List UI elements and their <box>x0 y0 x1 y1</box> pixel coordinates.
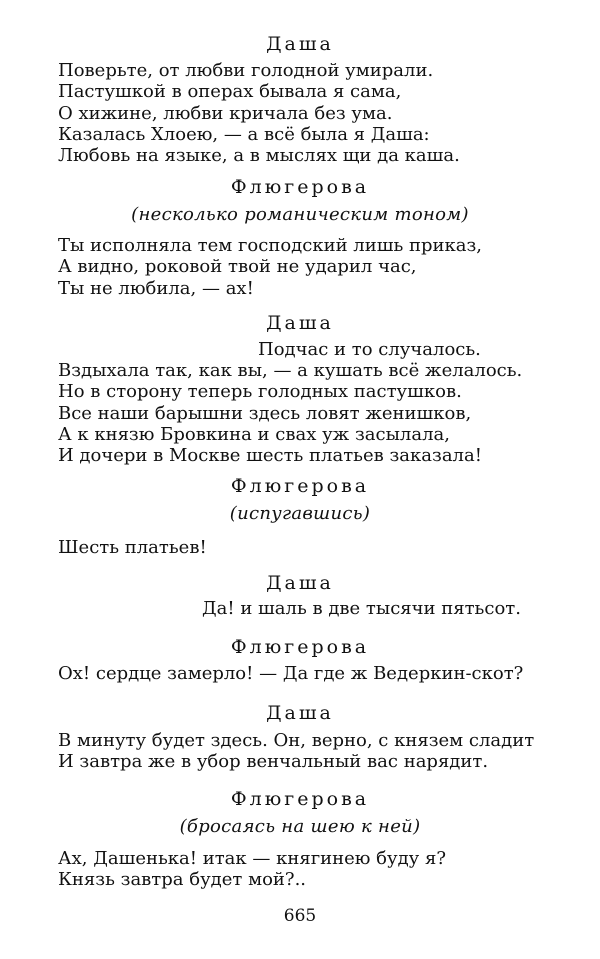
verse-line: Все наши барышни здесь ловят женишков, <box>58 402 472 424</box>
page-number: 665 <box>283 906 317 926</box>
verse-line: Князь завтра будет мой?.. <box>58 869 307 891</box>
verse-line: Но в сторону теперь голодных пастушков. <box>58 381 462 403</box>
verse-line: Поверьте, от любви голодной умирали. <box>58 60 434 81</box>
speaker-name: Флюгерова <box>230 176 370 198</box>
verse-line: Ох! сердце замерло! — Да где ж Ведеркин-скот? <box>58 663 524 684</box>
verse-line: Подчас и то случалось. <box>258 339 481 360</box>
speaker-name: Флюгерова <box>230 475 370 497</box>
verse-line: Шесть платьев! <box>58 537 207 558</box>
speaker-name: Даша <box>266 572 334 594</box>
verse-line: Ты исполняла тем господский лишь приказ, <box>58 235 483 256</box>
verse-line: Ты не любила, — ах! <box>58 277 254 299</box>
verse-line: Казалась Хлоею, — а всё была я Даша: <box>58 123 430 145</box>
stage-direction: (бросаясь на шею к ней) <box>179 816 421 837</box>
speech-block <box>58 848 588 891</box>
speech-block <box>58 360 588 466</box>
speaker-name: Флюгерова <box>230 636 370 658</box>
verse-line: Пастушкой в операх бывала я сама, <box>58 81 402 103</box>
speech-block <box>58 235 588 299</box>
verse-line: Да! и шаль в две тысячи пятьсот. <box>202 598 521 619</box>
stage-direction: (несколько романическим тоном) <box>131 204 469 225</box>
stage-direction: (испугавшись) <box>229 503 371 524</box>
speech-block <box>58 730 588 773</box>
speaker-name: Даша <box>266 312 334 334</box>
verse-line: В минуту будет здесь. Он, верно, с князем сладит <box>58 730 535 751</box>
verse-line: И дочери в Москве шесть платьев заказала! <box>58 445 482 467</box>
speaker-name: Даша <box>266 702 334 724</box>
verse-line: Вздыхала так, как вы, — а кушать всё желалось. <box>58 360 523 381</box>
verse-line: Ах, Дашенька! итак — княгинею буду я? <box>58 848 446 869</box>
verse-line: И завтра же в убор венчальный вас нарядит. <box>58 751 489 773</box>
speaker-name: Флюгерова <box>230 788 370 810</box>
verse-line: А видно, роковой твой не ударил час, <box>58 256 417 278</box>
speaker-name: Даша <box>266 33 334 55</box>
verse-line: О хижине, любви кричала без ума. <box>58 102 393 124</box>
verse-line: Любовь на языке, а в мыслях щи да каша. <box>58 145 460 167</box>
verse-line: А к князю Бровкина и свах уж засылала, <box>58 423 450 445</box>
speech-block <box>58 60 588 166</box>
